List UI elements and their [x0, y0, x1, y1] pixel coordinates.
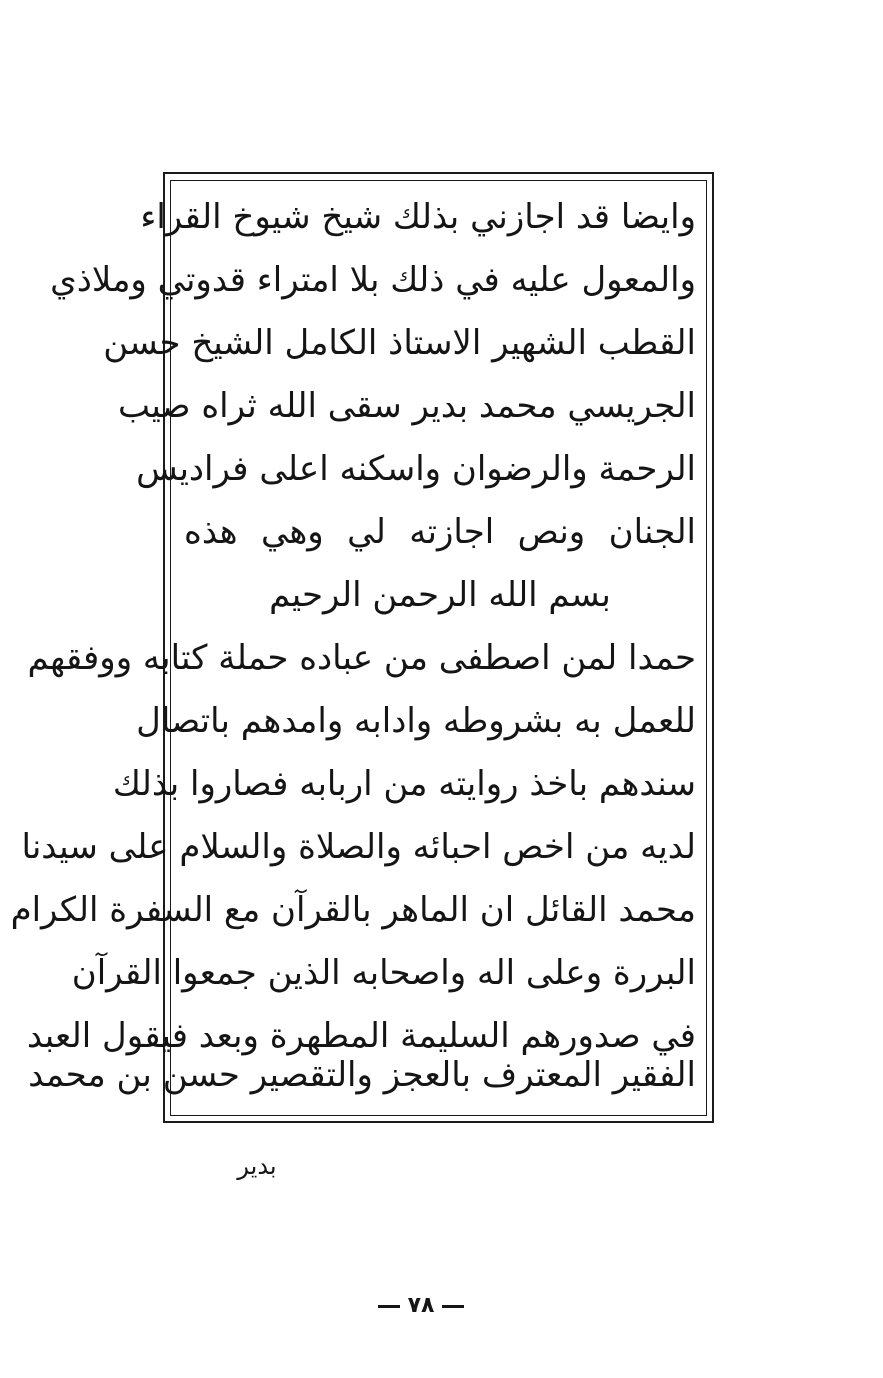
- text-line-9: للعمل به بشروطه وادابه وامدهم باتصال: [136, 701, 696, 741]
- text-line-12: محمد القائل ان الماهر بالقرآن مع السفرة الكرام: [10, 890, 696, 930]
- page-number-dash-right: [378, 1305, 400, 1308]
- page-number: [366, 1288, 476, 1324]
- text-line-15: الفقير المعترف بالعجز والتقصير حسن بن محمد: [28, 1055, 696, 1095]
- text-line-11: لديه من اخص احبائه والصلاة والسلام على سيدنا: [21, 827, 696, 867]
- text-line-13: البررة وعلى اله واصحابه الذين جمعوا القرآن: [71, 953, 696, 993]
- text-line-8: حمدا لمن اصطفى من عباده حملة كتابه ووفقهم: [27, 638, 696, 678]
- catchword: بدير: [237, 1152, 277, 1180]
- page-number-dash-left: [442, 1305, 464, 1308]
- text-line-10: سندهم باخذ روايته من اربابه فصاروا بذلك: [112, 764, 696, 804]
- text-line-2: والمعول عليه في ذلك بلا امتراء قدوتي وملاذي: [50, 260, 696, 300]
- text-line-5: الرحمة والرضوان واسكنه اعلى فراديس: [136, 449, 696, 489]
- basmala-line: بسم الله الرحمن الرحيم: [269, 575, 611, 615]
- text-line-6: الجنان ونص اجازته لي وهي هذه: [184, 512, 696, 552]
- text-line-3: القطب الشهير الاستاذ الكامل الشيخ حسن: [103, 323, 696, 363]
- page-number-value: ٧٨: [407, 1293, 435, 1318]
- manuscript-text-block: [10, 186, 702, 1106]
- text-line-1: وايضا قد اجازني بذلك شيخ شيوخ القراء: [140, 197, 696, 237]
- text-line-14: في صدورهم السليمة المطهرة وبعد فيقول العبد: [26, 1016, 696, 1056]
- text-line-4: الجريسي محمد بدير سقى الله ثراه صيب: [118, 386, 696, 426]
